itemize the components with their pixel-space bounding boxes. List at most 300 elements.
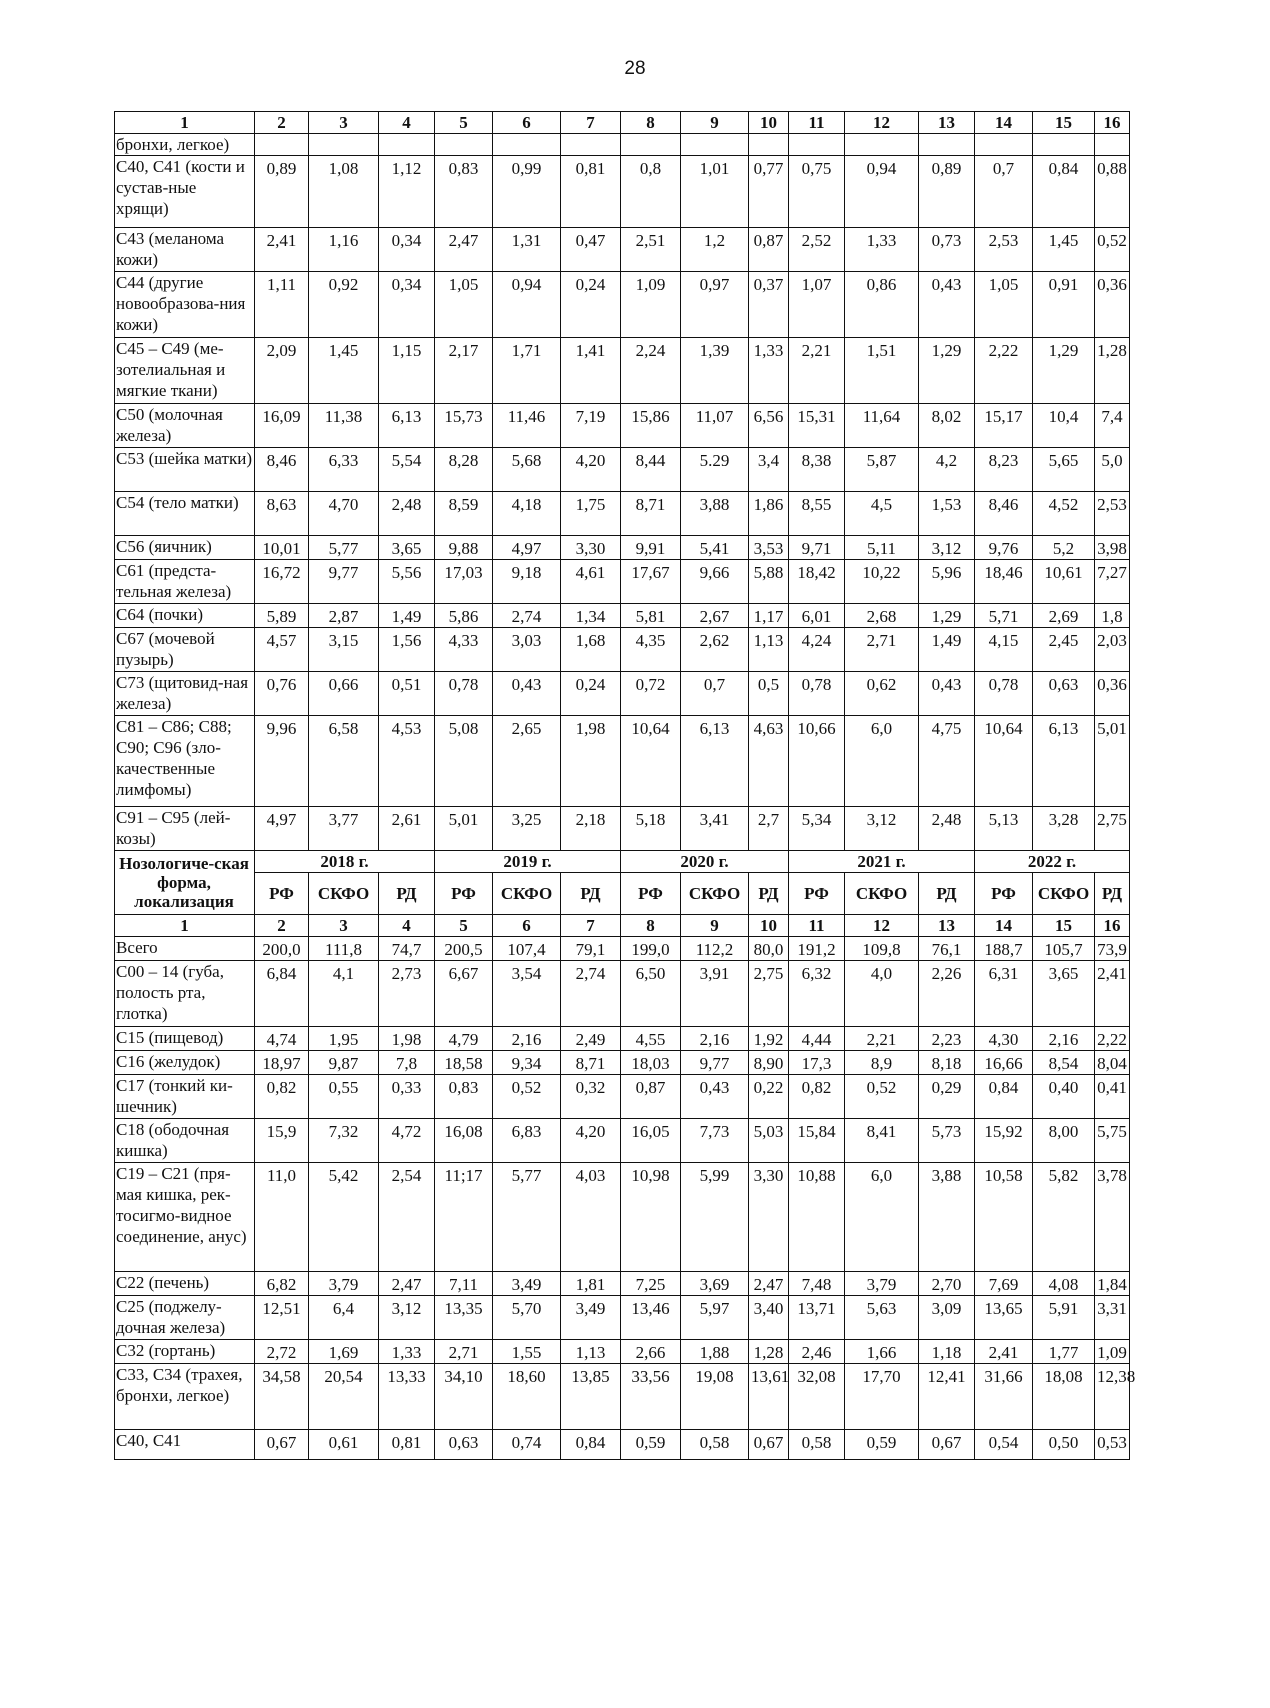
value-cell: 4,97 bbox=[493, 536, 561, 560]
value-cell: 0,34 bbox=[379, 228, 435, 272]
row-label: С50 (молочная железа) bbox=[115, 404, 255, 448]
value-cell: 0,83 bbox=[435, 1075, 493, 1119]
column-number-cell: 13 bbox=[919, 112, 975, 134]
value-cell: 6,4 bbox=[309, 1296, 379, 1340]
value-cell: 9,66 bbox=[681, 560, 749, 604]
value-cell: 3,79 bbox=[845, 1272, 919, 1296]
value-cell: 4,72 bbox=[379, 1119, 435, 1163]
value-cell: 1,75 bbox=[561, 492, 621, 536]
value-cell: 1,28 bbox=[749, 1340, 789, 1364]
value-cell: 0,7 bbox=[975, 156, 1033, 228]
value-cell: 34,10 bbox=[435, 1364, 493, 1430]
value-cell: 1,8 bbox=[1095, 604, 1130, 628]
value-cell: 2,61 bbox=[379, 807, 435, 851]
value-cell: 6,84 bbox=[255, 961, 309, 1027]
value-cell: 11,46 bbox=[493, 404, 561, 448]
value-cell: 2,48 bbox=[379, 492, 435, 536]
value-cell: 0,63 bbox=[1033, 672, 1095, 716]
value-cell: 4,30 bbox=[975, 1027, 1033, 1051]
value-cell: 0,67 bbox=[919, 1430, 975, 1460]
value-cell: 0,40 bbox=[1033, 1075, 1095, 1119]
value-cell: 6,50 bbox=[621, 961, 681, 1027]
row-label: С81 – С86; С88; С90; С96 (зло-качественные лимфомы) bbox=[115, 716, 255, 807]
column-number-cell: 5 bbox=[435, 112, 493, 134]
value-cell: 0,86 bbox=[845, 272, 919, 338]
value-cell: 5,65 bbox=[1033, 448, 1095, 492]
value-cell: 6,13 bbox=[379, 404, 435, 448]
value-cell: 2,09 bbox=[255, 338, 309, 404]
value-cell: 1,16 bbox=[309, 228, 379, 272]
value-cell: 0,61 bbox=[309, 1430, 379, 1460]
value-cell: 12,41 bbox=[919, 1364, 975, 1430]
table-row bbox=[115, 156, 1130, 228]
value-cell: 200,0 bbox=[255, 937, 309, 961]
value-cell: 111,8 bbox=[309, 937, 379, 961]
value-cell: 4,70 bbox=[309, 492, 379, 536]
value-cell: 5,2 bbox=[1033, 536, 1095, 560]
value-cell: 6,13 bbox=[1033, 716, 1095, 807]
value-cell: 5,11 bbox=[845, 536, 919, 560]
row-label: С53 (шейка матки) bbox=[115, 448, 255, 492]
value-cell: 5,18 bbox=[621, 807, 681, 851]
value-cell: 1,68 bbox=[561, 628, 621, 672]
column-number-cell: 5 bbox=[435, 915, 493, 937]
value-cell: 4,20 bbox=[561, 1119, 621, 1163]
value-cell: 1,77 bbox=[1033, 1340, 1095, 1364]
value-cell: 6,0 bbox=[845, 716, 919, 807]
column-number-cell: 11 bbox=[789, 915, 845, 937]
value-cell: 33,56 bbox=[621, 1364, 681, 1430]
value-cell: 5,01 bbox=[1095, 716, 1130, 807]
column-number-cell: 10 bbox=[749, 915, 789, 937]
value-cell: 2,73 bbox=[379, 961, 435, 1027]
value-cell: 1,55 bbox=[493, 1340, 561, 1364]
value-cell: 2,24 bbox=[621, 338, 681, 404]
value-cell: 1,34 bbox=[561, 604, 621, 628]
value-cell: 10,61 bbox=[1033, 560, 1095, 604]
column-number-cell: 2 bbox=[255, 915, 309, 937]
value-cell: 2,70 bbox=[919, 1272, 975, 1296]
value-cell: 8,46 bbox=[975, 492, 1033, 536]
value-cell: 8,55 bbox=[789, 492, 845, 536]
value-cell: 8,71 bbox=[561, 1051, 621, 1075]
value-cell: 5,63 bbox=[845, 1296, 919, 1340]
column-number-row bbox=[115, 112, 1130, 134]
year-header: 2019 г. bbox=[435, 851, 621, 873]
value-cell: 11,07 bbox=[681, 404, 749, 448]
table-row bbox=[115, 536, 1130, 560]
value-cell: 4,15 bbox=[975, 628, 1033, 672]
column-number-cell: 8 bbox=[621, 112, 681, 134]
value-cell: 10,58 bbox=[975, 1163, 1033, 1272]
column-number-cell: 14 bbox=[975, 112, 1033, 134]
table-row bbox=[115, 716, 1130, 807]
value-cell: 0,5 bbox=[749, 672, 789, 716]
year-header: 2020 г. bbox=[621, 851, 789, 873]
value-cell: 12,51 bbox=[255, 1296, 309, 1340]
value-cell: 0,67 bbox=[749, 1430, 789, 1460]
value-cell: 200,5 bbox=[435, 937, 493, 961]
value-cell: 2,46 bbox=[789, 1340, 845, 1364]
value-cell: 1,33 bbox=[379, 1340, 435, 1364]
value-cell: 1,28 bbox=[1095, 338, 1130, 404]
value-cell: 0,52 bbox=[1095, 228, 1130, 272]
value-cell: 0,41 bbox=[1095, 1075, 1130, 1119]
value-cell: 1,09 bbox=[1095, 1340, 1130, 1364]
value-cell: 3,49 bbox=[561, 1296, 621, 1340]
value-cell: 7,4 bbox=[1095, 404, 1130, 448]
value-cell: 2,41 bbox=[975, 1340, 1033, 1364]
value-cell bbox=[493, 134, 561, 156]
value-cell bbox=[845, 134, 919, 156]
value-cell: 6,33 bbox=[309, 448, 379, 492]
value-cell: 4,57 bbox=[255, 628, 309, 672]
column-number-cell: 3 bbox=[309, 112, 379, 134]
value-cell: 7,73 bbox=[681, 1119, 749, 1163]
value-cell: 3,30 bbox=[561, 536, 621, 560]
value-cell: 2,48 bbox=[919, 807, 975, 851]
value-cell: 6,32 bbox=[789, 961, 845, 1027]
value-cell: 0,50 bbox=[1033, 1430, 1095, 1460]
value-cell: 4,53 bbox=[379, 716, 435, 807]
value-cell: 0,87 bbox=[621, 1075, 681, 1119]
column-number-cell: 1 bbox=[115, 915, 255, 937]
value-cell: 16,72 bbox=[255, 560, 309, 604]
value-cell: 0,78 bbox=[435, 672, 493, 716]
value-cell: 0,84 bbox=[1033, 156, 1095, 228]
value-cell: 15,17 bbox=[975, 404, 1033, 448]
value-cell: 1,45 bbox=[1033, 228, 1095, 272]
value-cell: 15,84 bbox=[789, 1119, 845, 1163]
value-cell: 2,21 bbox=[845, 1027, 919, 1051]
row-label: С40, С41 bbox=[115, 1430, 255, 1460]
value-cell: 13,65 bbox=[975, 1296, 1033, 1340]
value-cell bbox=[621, 134, 681, 156]
value-cell: 2,47 bbox=[749, 1272, 789, 1296]
value-cell: 8,63 bbox=[255, 492, 309, 536]
table-row bbox=[115, 961, 1130, 1027]
value-cell: 5,88 bbox=[749, 560, 789, 604]
value-cell: 9,77 bbox=[681, 1051, 749, 1075]
value-cell: 4,74 bbox=[255, 1027, 309, 1051]
value-cell: 2,65 bbox=[493, 716, 561, 807]
table-row bbox=[115, 134, 1130, 156]
column-number-cell: 15 bbox=[1033, 112, 1095, 134]
region-header: РД bbox=[379, 873, 435, 915]
value-cell: 3,28 bbox=[1033, 807, 1095, 851]
incidence-table bbox=[114, 111, 1136, 1460]
value-cell: 1,53 bbox=[919, 492, 975, 536]
value-cell: 0,76 bbox=[255, 672, 309, 716]
value-cell: 3,15 bbox=[309, 628, 379, 672]
value-cell: 0,75 bbox=[789, 156, 845, 228]
value-cell: 10,22 bbox=[845, 560, 919, 604]
value-cell: 2,68 bbox=[845, 604, 919, 628]
value-cell: 0,99 bbox=[493, 156, 561, 228]
value-cell: 0,78 bbox=[789, 672, 845, 716]
value-cell: 5,77 bbox=[493, 1163, 561, 1272]
value-cell: 2,41 bbox=[1095, 961, 1130, 1027]
value-cell: 5,34 bbox=[789, 807, 845, 851]
value-cell: 1,13 bbox=[749, 628, 789, 672]
value-cell: 3,31 bbox=[1095, 1296, 1130, 1340]
value-cell: 0,94 bbox=[845, 156, 919, 228]
value-cell: 8,04 bbox=[1095, 1051, 1130, 1075]
value-cell: 199,0 bbox=[621, 937, 681, 961]
value-cell: 5,89 bbox=[255, 604, 309, 628]
value-cell: 7,32 bbox=[309, 1119, 379, 1163]
value-cell: 1,05 bbox=[435, 272, 493, 338]
value-cell: 8,23 bbox=[975, 448, 1033, 492]
value-cell: 5,68 bbox=[493, 448, 561, 492]
value-cell: 0,24 bbox=[561, 672, 621, 716]
value-cell: 1,09 bbox=[621, 272, 681, 338]
value-cell: 3,40 bbox=[749, 1296, 789, 1340]
row-label: С15 (пищевод) bbox=[115, 1027, 255, 1051]
row-label: С32 (гортань) bbox=[115, 1340, 255, 1364]
value-cell: 3,77 bbox=[309, 807, 379, 851]
value-cell: 1,71 bbox=[493, 338, 561, 404]
value-cell: 2,51 bbox=[621, 228, 681, 272]
column-number-cell: 3 bbox=[309, 915, 379, 937]
value-cell: 0,43 bbox=[919, 672, 975, 716]
table-body bbox=[115, 112, 1136, 1460]
value-cell: 4,61 bbox=[561, 560, 621, 604]
table-row bbox=[115, 1272, 1130, 1296]
value-cell: 11;17 bbox=[435, 1163, 493, 1272]
value-cell: 2,26 bbox=[919, 961, 975, 1027]
value-cell: 34,58 bbox=[255, 1364, 309, 1430]
value-cell: 1,29 bbox=[919, 604, 975, 628]
row-label: С25 (поджелу-дочная железа) bbox=[115, 1296, 255, 1340]
table-row bbox=[115, 560, 1130, 604]
value-cell: 1,01 bbox=[681, 156, 749, 228]
value-cell: 3,30 bbox=[749, 1163, 789, 1272]
value-cell: 4,20 bbox=[561, 448, 621, 492]
value-cell: 17,03 bbox=[435, 560, 493, 604]
value-cell: 7,27 bbox=[1095, 560, 1130, 604]
value-cell: 5,87 bbox=[845, 448, 919, 492]
value-cell: 15,9 bbox=[255, 1119, 309, 1163]
value-cell: 1,05 bbox=[975, 272, 1033, 338]
value-cell: 0,88 bbox=[1095, 156, 1130, 228]
value-cell: 5,42 bbox=[309, 1163, 379, 1272]
value-cell: 1,95 bbox=[309, 1027, 379, 1051]
value-cell: 0,36 bbox=[1095, 672, 1130, 716]
value-cell: 16,09 bbox=[255, 404, 309, 448]
value-cell: 5,03 bbox=[749, 1119, 789, 1163]
value-cell bbox=[1033, 134, 1095, 156]
value-cell: 3,12 bbox=[845, 807, 919, 851]
column-number-cell: 7 bbox=[561, 915, 621, 937]
row-label: С16 (желудок) bbox=[115, 1051, 255, 1075]
value-cell: 10,66 bbox=[789, 716, 845, 807]
value-cell: 5,82 bbox=[1033, 1163, 1095, 1272]
value-cell: 0,7 bbox=[681, 672, 749, 716]
value-cell: 8,54 bbox=[1033, 1051, 1095, 1075]
value-cell: 10,98 bbox=[621, 1163, 681, 1272]
value-cell: 15,31 bbox=[789, 404, 845, 448]
value-cell: 5,41 bbox=[681, 536, 749, 560]
value-cell: 8,38 bbox=[789, 448, 845, 492]
value-cell: 10,64 bbox=[975, 716, 1033, 807]
region-header: СКФО bbox=[681, 873, 749, 915]
value-cell: 4,5 bbox=[845, 492, 919, 536]
value-cell: 0,54 bbox=[975, 1430, 1033, 1460]
value-cell: 15,92 bbox=[975, 1119, 1033, 1163]
row-label: С91 – С95 (лей-козы) bbox=[115, 807, 255, 851]
table-row bbox=[115, 448, 1130, 492]
value-cell: 0,91 bbox=[1033, 272, 1095, 338]
value-cell: 16,08 bbox=[435, 1119, 493, 1163]
value-cell: 1,56 bbox=[379, 628, 435, 672]
value-cell: 107,4 bbox=[493, 937, 561, 961]
value-cell bbox=[435, 134, 493, 156]
value-cell: 1,92 bbox=[749, 1027, 789, 1051]
value-cell: 9,88 bbox=[435, 536, 493, 560]
value-cell: 2,49 bbox=[561, 1027, 621, 1051]
value-cell: 4,18 bbox=[493, 492, 561, 536]
region-header: РД bbox=[561, 873, 621, 915]
value-cell: 17,3 bbox=[789, 1051, 845, 1075]
value-cell: 3,09 bbox=[919, 1296, 975, 1340]
value-cell: 18,08 bbox=[1033, 1364, 1095, 1430]
value-cell: 3,12 bbox=[919, 536, 975, 560]
column-number-cell: 4 bbox=[379, 915, 435, 937]
value-cell bbox=[975, 134, 1033, 156]
value-cell: 1,88 bbox=[681, 1340, 749, 1364]
value-cell: 8,9 bbox=[845, 1051, 919, 1075]
value-cell: 0,66 bbox=[309, 672, 379, 716]
value-cell: 16,66 bbox=[975, 1051, 1033, 1075]
value-cell: 3,79 bbox=[309, 1272, 379, 1296]
value-cell: 74,7 bbox=[379, 937, 435, 961]
row-label: С40, С41 (кости и сустав-ные хрящи) bbox=[115, 156, 255, 228]
value-cell: 5,97 bbox=[681, 1296, 749, 1340]
value-cell: 11,0 bbox=[255, 1163, 309, 1272]
value-cell: 6,01 bbox=[789, 604, 845, 628]
value-cell: 2,71 bbox=[845, 628, 919, 672]
value-cell: 1,11 bbox=[255, 272, 309, 338]
value-cell: 6,31 bbox=[975, 961, 1033, 1027]
value-cell: 3,65 bbox=[1033, 961, 1095, 1027]
table-row bbox=[115, 228, 1130, 272]
table-row bbox=[115, 1296, 1130, 1340]
region-header: РФ bbox=[435, 873, 493, 915]
value-cell: 8,41 bbox=[845, 1119, 919, 1163]
value-cell: 2,7 bbox=[749, 807, 789, 851]
value-cell: 0,89 bbox=[255, 156, 309, 228]
value-cell: 1,69 bbox=[309, 1340, 379, 1364]
value-cell bbox=[789, 134, 845, 156]
value-cell: 15,86 bbox=[621, 404, 681, 448]
value-cell: 0,62 bbox=[845, 672, 919, 716]
value-cell: 1,12 bbox=[379, 156, 435, 228]
value-cell: 4,63 bbox=[749, 716, 789, 807]
column-number-cell: 6 bbox=[493, 112, 561, 134]
value-cell: 1,49 bbox=[919, 628, 975, 672]
value-cell: 0,32 bbox=[561, 1075, 621, 1119]
value-cell: 5,13 bbox=[975, 807, 1033, 851]
value-cell: 3,98 bbox=[1095, 536, 1130, 560]
region-header: РД bbox=[1095, 873, 1130, 915]
value-cell: 79,1 bbox=[561, 937, 621, 961]
region-header: РФ bbox=[621, 873, 681, 915]
value-cell: 13,46 bbox=[621, 1296, 681, 1340]
value-cell: 109,8 bbox=[845, 937, 919, 961]
value-cell: 5,56 bbox=[379, 560, 435, 604]
value-cell: 9,34 bbox=[493, 1051, 561, 1075]
value-cell: 5,86 bbox=[435, 604, 493, 628]
value-cell: 2,75 bbox=[1095, 807, 1130, 851]
value-cell: 8,00 bbox=[1033, 1119, 1095, 1163]
value-cell: 4,35 bbox=[621, 628, 681, 672]
region-header-row bbox=[115, 873, 1130, 915]
table-row bbox=[115, 338, 1130, 404]
value-cell: 1,39 bbox=[681, 338, 749, 404]
value-cell: 0,74 bbox=[493, 1430, 561, 1460]
table-row bbox=[115, 1364, 1130, 1430]
value-cell: 0,58 bbox=[789, 1430, 845, 1460]
table-row bbox=[115, 937, 1130, 961]
value-cell: 0,94 bbox=[493, 272, 561, 338]
value-cell: 1,66 bbox=[845, 1340, 919, 1364]
column-number-cell: 8 bbox=[621, 915, 681, 937]
value-cell: 4,75 bbox=[919, 716, 975, 807]
value-cell: 13,85 bbox=[561, 1364, 621, 1430]
value-cell bbox=[1095, 134, 1130, 156]
value-cell: 17,67 bbox=[621, 560, 681, 604]
column-number-cell: 16 bbox=[1095, 915, 1130, 937]
value-cell: 8,44 bbox=[621, 448, 681, 492]
value-cell: 0,82 bbox=[789, 1075, 845, 1119]
value-cell: 11,38 bbox=[309, 404, 379, 448]
value-cell: 0,43 bbox=[493, 672, 561, 716]
value-cell: 4,79 bbox=[435, 1027, 493, 1051]
value-cell: 1,15 bbox=[379, 338, 435, 404]
value-cell: 2,47 bbox=[379, 1272, 435, 1296]
value-cell: 5,81 bbox=[621, 604, 681, 628]
year-header: 2022 г. bbox=[975, 851, 1130, 873]
value-cell: 2,16 bbox=[493, 1027, 561, 1051]
value-cell: 18,03 bbox=[621, 1051, 681, 1075]
value-cell: 1,98 bbox=[379, 1027, 435, 1051]
value-cell: 2,74 bbox=[561, 961, 621, 1027]
value-cell bbox=[749, 134, 789, 156]
column-number-cell: 6 bbox=[493, 915, 561, 937]
region-header: РД bbox=[919, 873, 975, 915]
value-cell: 2,53 bbox=[975, 228, 1033, 272]
value-cell: 31,66 bbox=[975, 1364, 1033, 1430]
value-cell bbox=[561, 134, 621, 156]
value-cell: 3,88 bbox=[919, 1163, 975, 1272]
table-row bbox=[115, 628, 1130, 672]
value-cell: 0,97 bbox=[681, 272, 749, 338]
value-cell: 1,08 bbox=[309, 156, 379, 228]
value-cell: 2,52 bbox=[789, 228, 845, 272]
table-row bbox=[115, 404, 1130, 448]
value-cell: 9,76 bbox=[975, 536, 1033, 560]
value-cell: 80,0 bbox=[749, 937, 789, 961]
value-cell: 0,78 bbox=[975, 672, 1033, 716]
value-cell: 1,84 bbox=[1095, 1272, 1130, 1296]
value-cell: 188,7 bbox=[975, 937, 1033, 961]
value-cell bbox=[681, 134, 749, 156]
value-cell: 8,71 bbox=[621, 492, 681, 536]
row-label: С73 (щитовид-ная железа) bbox=[115, 672, 255, 716]
value-cell: 191,2 bbox=[789, 937, 845, 961]
value-cell: 2,74 bbox=[493, 604, 561, 628]
